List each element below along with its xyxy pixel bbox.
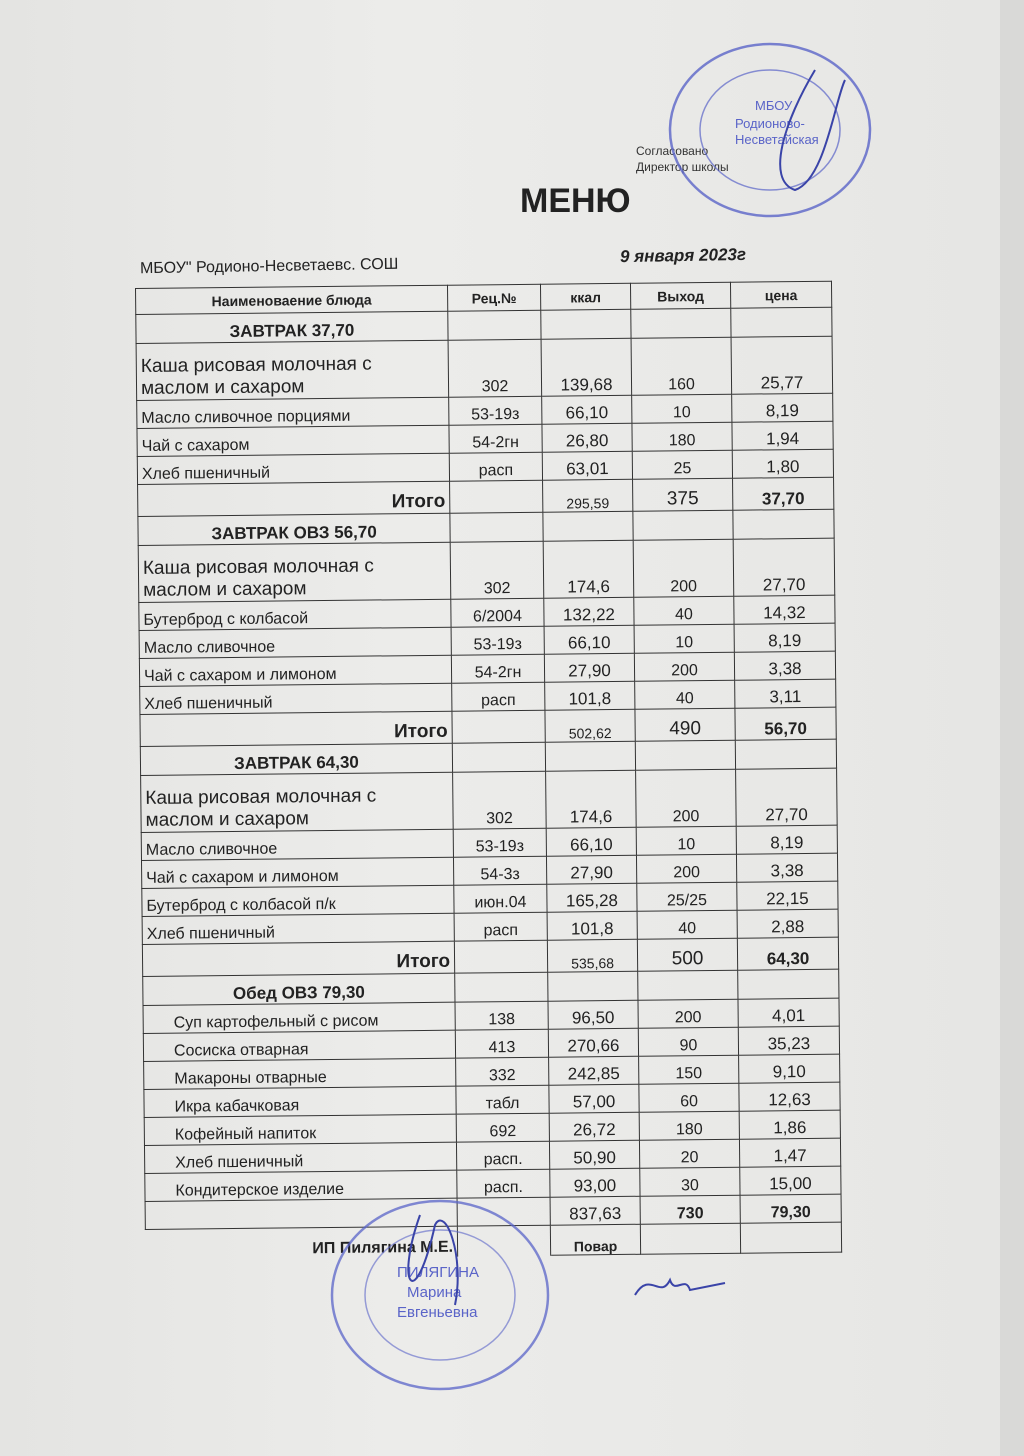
kcal-value: 174,6 xyxy=(546,770,637,828)
empty-cell xyxy=(541,309,631,339)
recipe-number: 53-19з xyxy=(451,626,544,655)
yield-value: 500 xyxy=(637,938,737,971)
price-value: 8,19 xyxy=(732,393,833,422)
dish-name: Кофейный напиток xyxy=(144,1114,456,1145)
kcal-value: 132,22 xyxy=(544,597,634,626)
yield-value: 60 xyxy=(639,1083,739,1112)
table-row xyxy=(136,336,833,400)
column-header-recipe-number: Рец.№ xyxy=(447,284,540,311)
price-value: 9,10 xyxy=(739,1054,840,1083)
recipe-number: табл xyxy=(456,1085,549,1114)
dish-name xyxy=(141,772,454,832)
yield-value: 20 xyxy=(639,1139,739,1168)
price-value: 8,19 xyxy=(734,623,835,652)
kcal-value: 96,50 xyxy=(548,1000,638,1029)
director-label: Директор школы xyxy=(636,160,729,174)
empty-cell xyxy=(548,971,638,1001)
price-value: 3,38 xyxy=(736,853,837,882)
price-value: 4,01 xyxy=(738,998,839,1027)
dish-name: Хлеб пшеничный xyxy=(142,913,454,944)
recipe-number: 413 xyxy=(455,1029,548,1058)
yield-value: 200 xyxy=(638,999,738,1028)
yield-value: 150 xyxy=(639,1055,739,1084)
column-header-dish-name: Наименоваение блюда xyxy=(136,285,448,314)
price-value: 1,80 xyxy=(732,449,833,478)
price-value: 14,32 xyxy=(734,595,835,624)
recipe-number: июн.04 xyxy=(454,884,547,913)
price-value: 27,70 xyxy=(736,768,838,826)
recipe-number: расп xyxy=(454,912,547,941)
kcal-value: 139,68 xyxy=(541,338,632,396)
empty-cell xyxy=(735,739,836,769)
dish-name-line2: маслом и сахаром xyxy=(143,578,307,601)
dish-name-line1: Каша рисовая молочная с xyxy=(145,785,377,809)
dish-name: Масло сливочное xyxy=(139,627,451,658)
recipe-number xyxy=(452,710,545,743)
cook-label: Повар xyxy=(550,1224,640,1255)
empty-cell xyxy=(633,510,733,540)
kcal-value: 295,59 xyxy=(543,479,633,512)
recipe-number: 302 xyxy=(453,771,547,829)
dish-name: Масло сливочное порциями xyxy=(137,397,449,428)
dish-name: Макароны отварные xyxy=(144,1058,456,1089)
section-title: Обед ОВЗ 79,30 xyxy=(143,973,455,1005)
svg-text:Марина: Марина xyxy=(407,1284,462,1301)
dish-name-line2: маслом и сахаром xyxy=(145,808,310,831)
dish-name: Суп картофельный с рисом xyxy=(143,1002,455,1033)
section-title: ЗАВТРАК 37,70 xyxy=(136,311,448,343)
yield-value: 375 xyxy=(633,478,733,511)
recipe-number xyxy=(450,480,543,513)
kcal-value: 27,90 xyxy=(546,855,636,884)
recipe-number: 302 xyxy=(448,339,542,397)
empty-cell xyxy=(740,1222,841,1253)
kcal-value: 174,6 xyxy=(543,540,634,598)
kcal-value: 101,8 xyxy=(547,911,637,940)
kcal-value: 837,63 xyxy=(550,1196,640,1225)
dish-name: Икра кабачковая xyxy=(144,1086,456,1117)
recipe-number: 53-19з xyxy=(449,396,542,425)
price-value: 35,23 xyxy=(738,1026,839,1055)
price-value: 1,47 xyxy=(739,1138,840,1167)
yield-value: 200 xyxy=(636,769,737,827)
yield-value: 10 xyxy=(634,624,734,653)
column-header-price: цена xyxy=(730,281,831,308)
dish-name: Чай с сахаром xyxy=(137,425,449,456)
price-value: 1,86 xyxy=(739,1110,840,1139)
dish-name: Кондитерское изделие xyxy=(145,1170,457,1201)
kcal-value: 50,90 xyxy=(549,1140,639,1169)
dish-name: Хлеб пшеничный xyxy=(144,1142,456,1173)
empty-cell xyxy=(457,1225,550,1256)
kcal-value: 270,66 xyxy=(548,1028,638,1057)
recipe-number: 53-19з xyxy=(453,828,546,857)
price-value: 15,00 xyxy=(740,1166,841,1195)
svg-text:Евгеньевна: Евгеньевна xyxy=(397,1304,478,1321)
dish-name-line1: Каша рисовая молочная с xyxy=(142,555,374,579)
dish-name: Сосиска отварная xyxy=(143,1030,455,1061)
empty-cell xyxy=(635,740,735,770)
empty-cell xyxy=(545,741,635,771)
total-label: Итого xyxy=(140,711,452,746)
dish-name: Бутерброд с колбасой п/к xyxy=(142,885,454,916)
dish-name xyxy=(136,340,449,400)
recipe-number: 302 xyxy=(450,541,544,599)
column-header-kcal: ккал xyxy=(540,283,630,310)
kcal-value: 26,72 xyxy=(549,1112,639,1141)
empty-cell xyxy=(738,969,839,999)
menu-date: 9 января 2023г xyxy=(619,244,747,267)
empty-cell xyxy=(450,512,543,542)
approval-label: Согласовано xyxy=(636,144,709,158)
yield-value: 180 xyxy=(632,422,732,451)
kcal-value: 502,62 xyxy=(545,709,635,742)
table-row xyxy=(141,768,838,832)
section-title: ЗАВТРАК ОВЗ 56,70 xyxy=(138,513,450,545)
yield-value: 200 xyxy=(636,854,736,883)
yield-value: 25 xyxy=(632,450,732,479)
kcal-value: 535,68 xyxy=(547,939,637,972)
recipe-number: расп xyxy=(449,452,542,481)
price-value: 1,94 xyxy=(732,421,833,450)
column-header-yield: Выход xyxy=(630,282,730,309)
yield-value: 730 xyxy=(640,1195,740,1224)
recipe-number: расп xyxy=(452,682,545,711)
page-title: МЕНЮ xyxy=(520,182,631,220)
empty-cell xyxy=(543,511,633,541)
price-value: 3,11 xyxy=(735,679,836,708)
dish-name: Хлеб пшеничный xyxy=(140,683,452,714)
svg-text:Родионово-: Родионово- xyxy=(735,116,805,131)
yield-value: 180 xyxy=(639,1111,739,1140)
yield-value: 200 xyxy=(633,539,734,597)
yield-value: 490 xyxy=(635,708,735,741)
recipe-number: расп. xyxy=(456,1141,549,1170)
dish-name: Бутерброд с колбасой xyxy=(139,599,451,630)
empty-cell xyxy=(448,310,541,340)
yield-value: 10 xyxy=(632,394,732,423)
recipe-number: 692 xyxy=(456,1113,549,1142)
price-value: 25,77 xyxy=(731,336,833,394)
yield-value: 25/25 xyxy=(637,882,737,911)
price-value: 37,70 xyxy=(733,477,834,510)
price-value: 56,70 xyxy=(735,707,836,740)
kcal-value: 27,90 xyxy=(544,653,634,682)
recipe-number: 54-2гн xyxy=(449,424,542,453)
empty-cell xyxy=(733,509,834,539)
recipe-number: 54-3з xyxy=(453,856,546,885)
kcal-value: 66,10 xyxy=(544,625,634,654)
school-name: МБОУ" Родионо-Несветаевс. СОШ xyxy=(139,255,399,278)
cook-signature-cell xyxy=(640,1223,740,1254)
price-value: 2,88 xyxy=(737,909,838,938)
vendor-name: ИП Пилягина М.Е. xyxy=(145,1226,457,1259)
dish-name: Масло сливочное xyxy=(141,829,453,860)
empty-cell xyxy=(731,307,832,337)
svg-text:Несветайская: Несветайская xyxy=(735,132,819,147)
empty-cell xyxy=(631,308,731,338)
kcal-value: 242,85 xyxy=(549,1056,639,1085)
price-value: 64,30 xyxy=(737,937,838,970)
yield-value: 40 xyxy=(634,596,734,625)
recipe-number: расп. xyxy=(457,1169,550,1198)
dish-name xyxy=(138,542,451,602)
dish-name: Чай с сахаром и лимоном xyxy=(139,655,451,686)
kcal-value: 66,10 xyxy=(542,395,632,424)
price-value: 22,15 xyxy=(737,881,838,910)
dish-name-line1: Каша рисовая молочная с xyxy=(140,353,372,377)
total-label: Итого xyxy=(138,481,450,516)
yield-value: 200 xyxy=(634,652,734,681)
price-value: 79,30 xyxy=(740,1194,841,1223)
empty-cell xyxy=(452,742,545,772)
recipe-number: 54-2гн xyxy=(451,654,544,683)
yield-value: 30 xyxy=(640,1167,740,1196)
kcal-value: 165,28 xyxy=(547,883,637,912)
total-label: Итого xyxy=(142,941,454,976)
empty-cell xyxy=(638,970,738,1000)
section-title: ЗАВТРАК 64,30 xyxy=(140,743,452,775)
empty-cell xyxy=(455,972,548,1002)
price-value: 3,38 xyxy=(734,651,835,680)
yield-value: 40 xyxy=(635,680,735,709)
recipe-number: 332 xyxy=(456,1057,549,1086)
menu-table xyxy=(135,281,842,1260)
kcal-value: 26,80 xyxy=(542,423,632,452)
recipe-number: 138 xyxy=(455,1001,548,1030)
kcal-value: 57,00 xyxy=(549,1084,639,1113)
kcal-value: 101,8 xyxy=(545,681,635,710)
total-label xyxy=(145,1198,457,1229)
dish-name: Хлеб пшеничный xyxy=(137,453,449,484)
price-value: 12,63 xyxy=(739,1082,840,1111)
approval-note xyxy=(636,143,729,175)
table-row xyxy=(138,538,835,602)
price-value: 27,70 xyxy=(733,538,835,596)
svg-text:МБОУ: МБОУ xyxy=(755,98,793,113)
recipe-number: 6/2004 xyxy=(451,598,544,627)
recipe-number xyxy=(457,1197,550,1226)
price-value: 8,19 xyxy=(736,825,837,854)
yield-value: 160 xyxy=(631,337,732,395)
kcal-value: 66,10 xyxy=(546,827,636,856)
dish-name: Чай с сахаром и лимоном xyxy=(141,857,453,888)
yield-value: 90 xyxy=(638,1027,738,1056)
kcal-value: 63,01 xyxy=(542,451,632,480)
dish-name-line2: маслом и сахаром xyxy=(140,376,305,399)
svg-text:ПИЛЯГИНА: ПИЛЯГИНА xyxy=(397,1264,479,1281)
yield-value: 40 xyxy=(637,910,737,939)
kcal-value: 93,00 xyxy=(550,1168,640,1197)
recipe-number xyxy=(454,940,547,973)
yield-value: 10 xyxy=(636,826,736,855)
